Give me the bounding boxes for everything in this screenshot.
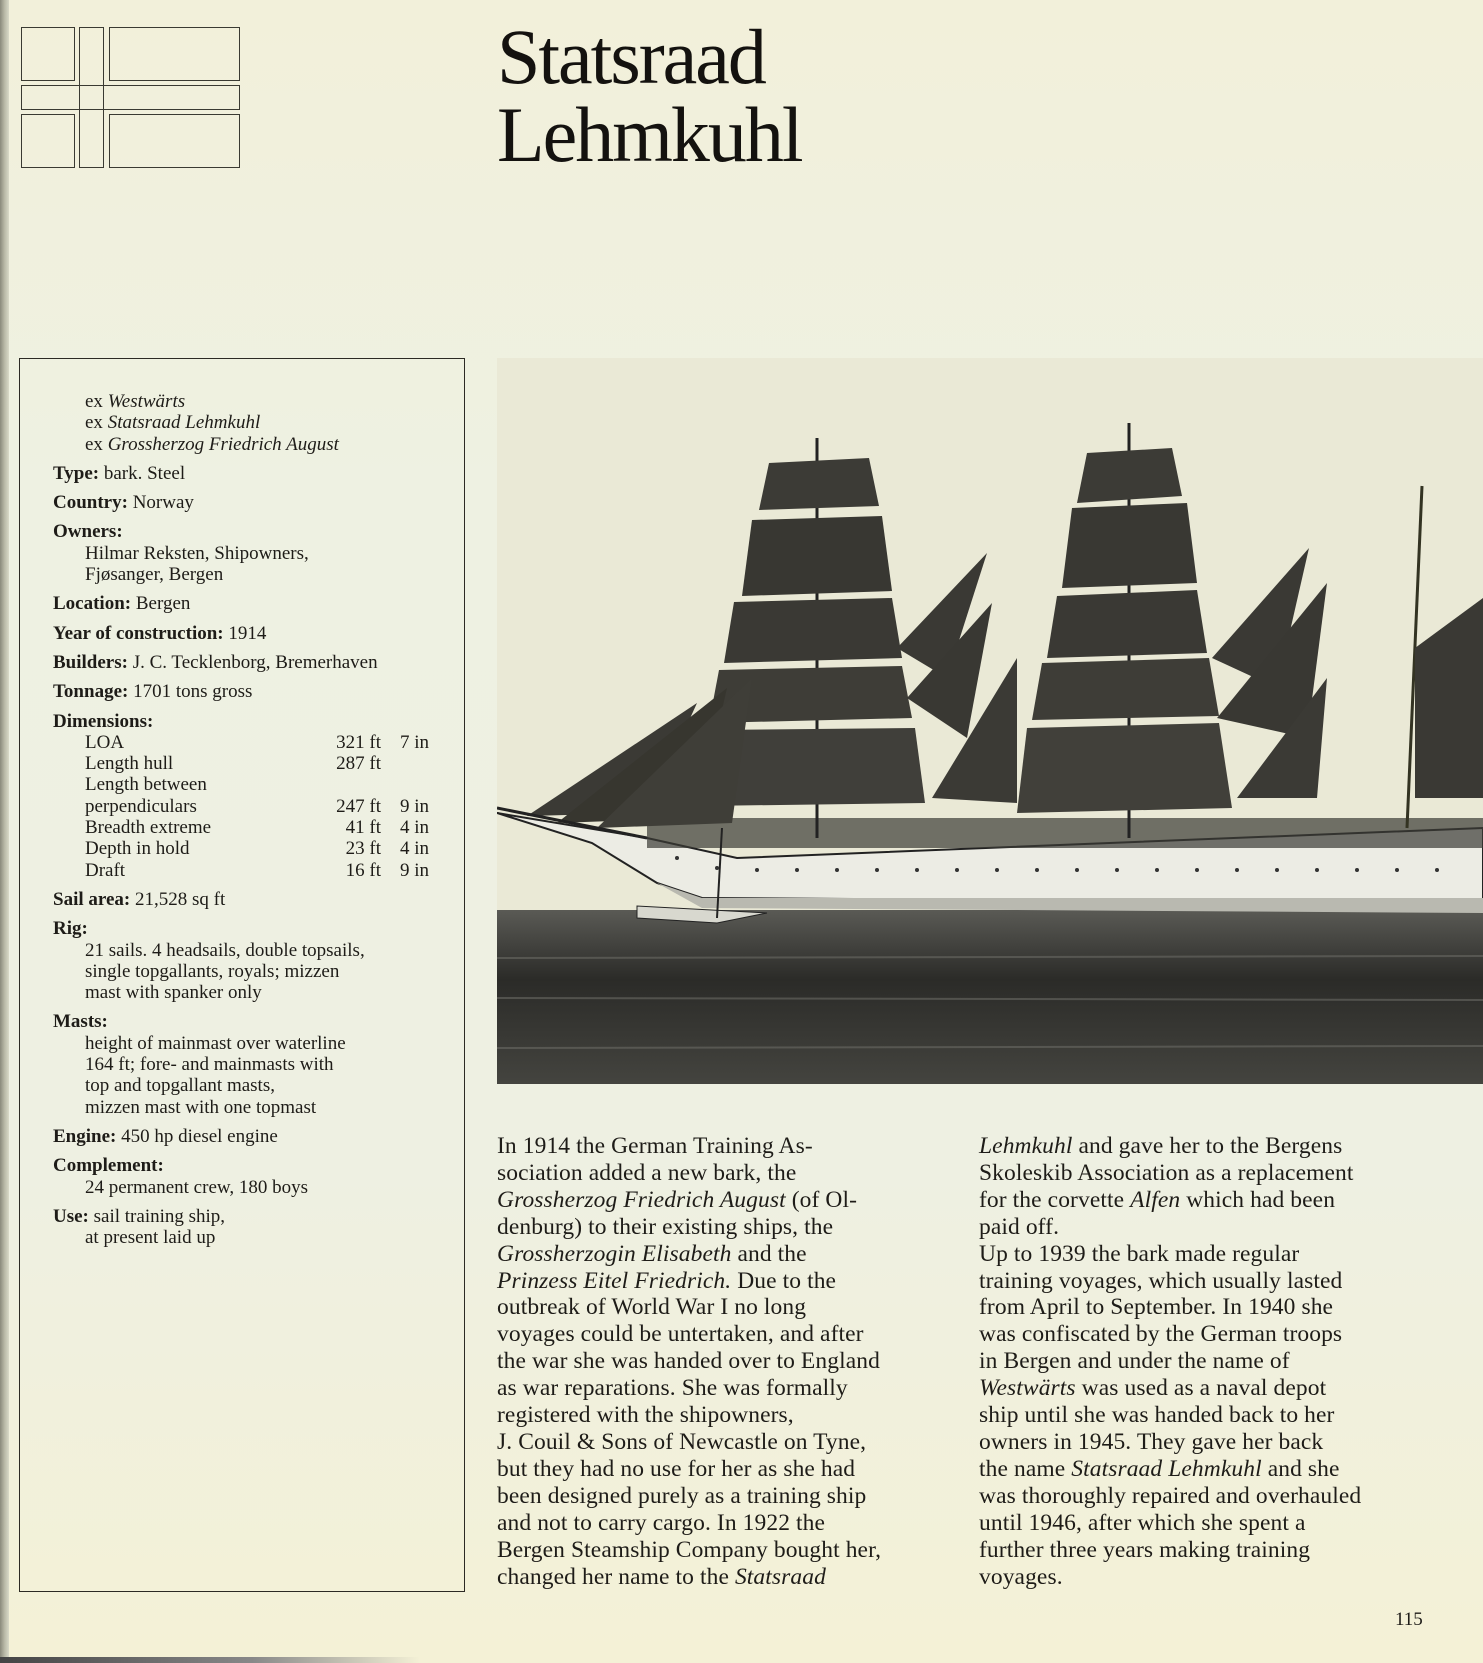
page-title	[497, 13, 802, 178]
paragraph: Lehmkuhl and gave her to the Bergens Skoleskib Association as a replacement for the corvette Alfen which had been paid off.	[979, 1133, 1354, 1240]
title-line-1: Statsraad	[497, 13, 765, 100]
dimension-row: Length between	[85, 774, 207, 796]
spec-rig: Rig: 21 sails. 4 headsails, double topsails, single topgallants, royals; mizzen mast with spanker only	[53, 918, 365, 1004]
dimension-row: Draft 16 ft 9 in	[85, 859, 429, 881]
ship-photograph	[497, 358, 1483, 1084]
spec-complement: Complement: 24 permanent crew, 180 boys	[53, 1155, 309, 1198]
body-text-column-2	[979, 1133, 1449, 1590]
spec-owners: Owners: Hilmar Reksten, Shipowners, Fjøsanger, Bergen	[53, 521, 309, 586]
dimension-row: LOA 321 ft 7 in	[85, 731, 429, 753]
title-line-2: Lehmkuhl	[497, 91, 802, 178]
former-name: ex Westwärts	[85, 391, 186, 412]
spec-country: Country: Norway	[53, 492, 194, 514]
page-number: 115	[1395, 1609, 1423, 1630]
spec-engine: Engine: 450 hp diesel engine	[53, 1125, 278, 1147]
dimension-row: Length hull 287 ft	[85, 753, 381, 775]
page-bottom-edge	[0, 1657, 420, 1663]
spec-builders: Builders: J. C. Tecklenborg, Bremerhaven	[53, 651, 378, 673]
book-spine-shadow	[0, 0, 9, 1663]
former-name: ex Grossherzog Friedrich August	[85, 433, 339, 455]
sailing-ship-illustration	[497, 358, 1483, 1084]
paragraph: In 1914 the German Training As- sociation added a new bark, the Grossherzog Friedrich August (of Ol- denburg) to their existing ships, the Grossherzogin Elisabeth and the Prinzess Eitel Friedrich. Due to the outbreak of World War I no long voyages could be untertaken, and after the war she was handed over to England as war reparations. She was formally registered with the shipowners, J. Couil & Sons of Newcastle on Tyne, but they had no use for her as she had been designed purely as a training ship and not to carry cargo. In 1922 the Bergen Steamship Company bought her, changed her name to the Statsraad	[497, 1133, 882, 1590]
spec-type: Type: bark. Steel	[53, 462, 186, 484]
paragraph: Up to 1939 the bark made regular training voyages, which usually lasted from April to September. In 1940 she was confiscated by the German troops in Bergen and under the name of Westwärts was used as a naval depot ship until she was handed back to her owners in 1945. They gave her back the name Statsraad Lehmkuhl and she was thoroughly repaired and overhauled until 1946, after which she spent a further three years making training voyages.	[979, 1240, 1362, 1590]
spec-dimensions: Dimensions: LOA 321 ft 7 in Length hull 287 ft Length between perpendiculars 247 ft 9 in Breadth extreme 41 ft 4 in Depth in hold 23 ft 4 in Draft 16 ft 9 in	[53, 711, 464, 881]
spec-location: Location: Bergen	[53, 593, 191, 615]
spec-year: Year of construction: 1914	[53, 622, 267, 644]
spec-tonnage: Tonnage: 1701 tons gross	[53, 681, 253, 703]
spec-sail-area: Sail area: 21,528 sq ft	[53, 888, 226, 910]
norway-flag-outline-icon	[21, 27, 240, 168]
former-name: ex Statsraad Lehmkuhl	[85, 412, 261, 434]
body-text-column-1	[497, 1133, 947, 1590]
dimension-row: Breadth extreme 41 ft 4 in	[85, 817, 429, 839]
spec-use: Use: sail training ship, at present laid up	[53, 1205, 226, 1249]
spec-masts: Masts: height of mainmast over waterline 164 ft; fore- and mainmasts with top and topgallant masts, mizzen mast with one topmast	[53, 1011, 346, 1118]
specifications-box	[19, 358, 465, 1592]
dimension-row: perpendiculars 247 ft 9 in	[85, 795, 429, 817]
dimension-row: Depth in hold 23 ft 4 in	[85, 838, 429, 860]
